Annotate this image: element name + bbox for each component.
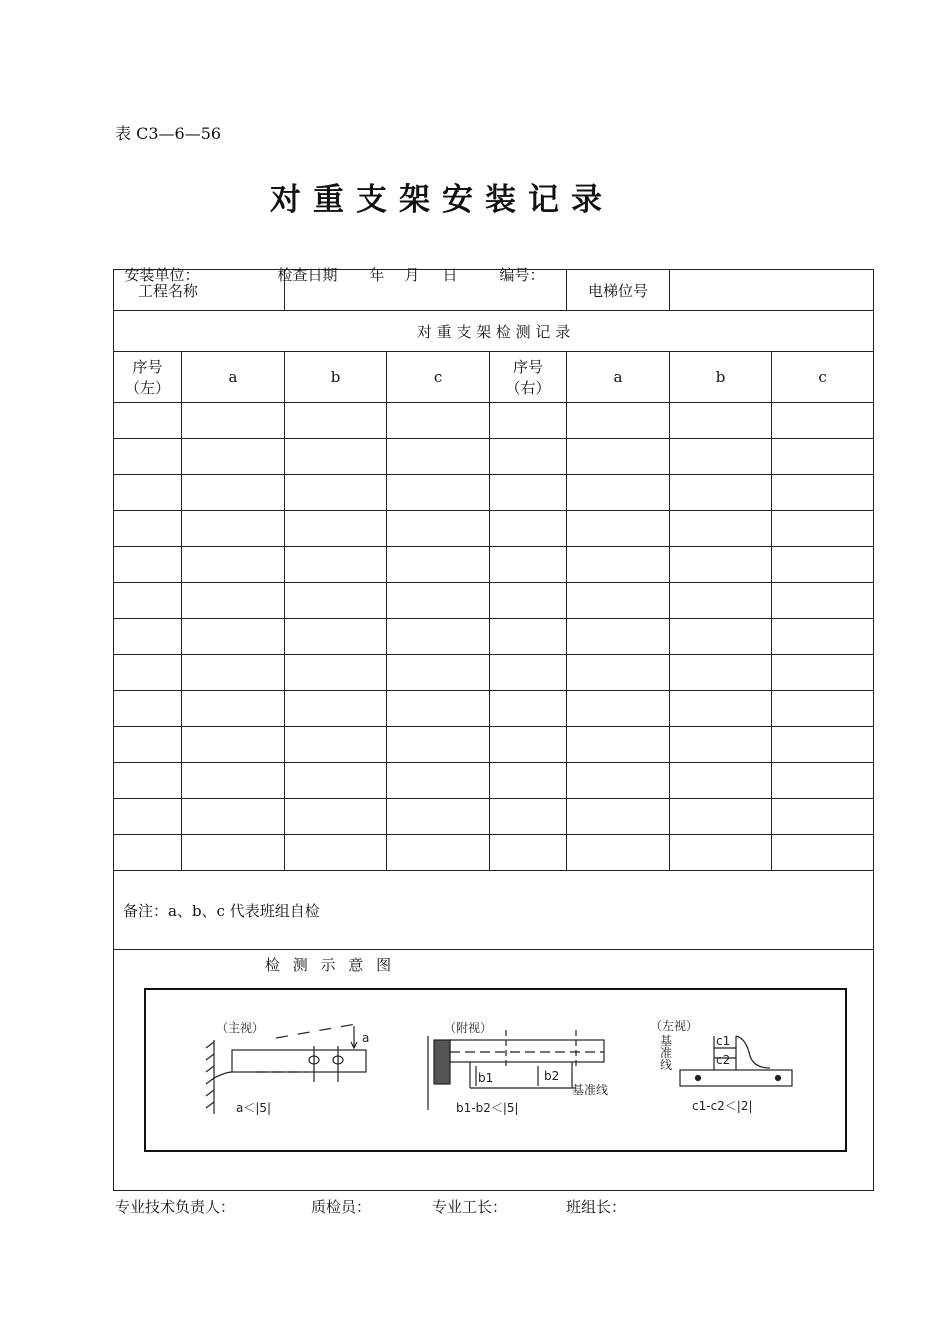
table-cell[interactable] xyxy=(670,583,772,619)
table-cell[interactable] xyxy=(567,763,670,799)
page-title: 对重支架安装记录 xyxy=(270,182,614,218)
left-view-mark-c2: c2 xyxy=(716,1053,731,1067)
table-cell[interactable] xyxy=(387,691,490,727)
header-seq-right-line2: （右） xyxy=(505,379,551,397)
table-row xyxy=(114,691,874,727)
table-row xyxy=(114,583,874,619)
table-cell[interactable] xyxy=(567,691,670,727)
table-cell[interactable] xyxy=(567,619,670,655)
table-cell[interactable] xyxy=(490,439,567,475)
table-cell[interactable] xyxy=(670,547,772,583)
left-view-baseline-1: 基 xyxy=(660,1034,673,1048)
table-cell[interactable] xyxy=(567,547,670,583)
side-view-mark-b1: b1 xyxy=(478,1071,494,1085)
table-row xyxy=(114,403,874,439)
table-cell[interactable] xyxy=(772,403,874,439)
footer-signatures xyxy=(115,1196,626,1217)
table-row xyxy=(114,511,874,547)
table-cell[interactable] xyxy=(387,655,490,691)
table-cell[interactable] xyxy=(772,583,874,619)
table-cell[interactable] xyxy=(182,511,285,547)
table-cell[interactable] xyxy=(490,727,567,763)
table-cell[interactable] xyxy=(182,727,285,763)
table-cell[interactable] xyxy=(182,655,285,691)
left-view-label: （左视） xyxy=(650,1019,699,1033)
diagram-svg xyxy=(146,990,845,1150)
table-cell[interactable] xyxy=(387,511,490,547)
tech-lead-label: 专业技术负责人： xyxy=(115,1198,236,1216)
section-title-row xyxy=(114,311,874,352)
left-view-baseline-2: 准 xyxy=(660,1046,673,1060)
table-cell[interactable] xyxy=(285,727,387,763)
table-cell[interactable] xyxy=(387,763,490,799)
diagram-frame xyxy=(144,988,847,1152)
table-cell[interactable] xyxy=(670,763,772,799)
left-view-mark-c1: c1 xyxy=(716,1034,731,1048)
side-view-drawing xyxy=(428,1030,604,1110)
side-view-mark-b2: b2 xyxy=(544,1069,560,1083)
table-cell[interactable] xyxy=(567,583,670,619)
table-cell[interactable] xyxy=(772,691,874,727)
table-cell[interactable] xyxy=(490,799,567,835)
header-a-right: a xyxy=(567,352,670,403)
header-c-left: c xyxy=(387,352,490,403)
table-cell[interactable] xyxy=(285,655,387,691)
table-cell[interactable] xyxy=(567,403,670,439)
header-seq-left-line1: 序号 xyxy=(132,358,163,376)
side-view-baseline: 基准线 xyxy=(572,1083,609,1097)
project-row xyxy=(114,270,874,311)
table-cell[interactable] xyxy=(285,439,387,475)
table-cell[interactable] xyxy=(114,619,182,655)
table-cell[interactable] xyxy=(670,619,772,655)
elevator-no-label: 电梯位号 xyxy=(567,270,670,311)
header-b-left: b xyxy=(285,352,387,403)
table-cell[interactable] xyxy=(114,691,182,727)
header-seq-right-line1: 序号 xyxy=(513,358,544,376)
table-cell[interactable] xyxy=(114,799,182,835)
table-cell[interactable] xyxy=(285,511,387,547)
left-view-baseline-3: 线 xyxy=(660,1058,673,1072)
table-row xyxy=(114,763,874,799)
side-view-label: （附视） xyxy=(444,1021,493,1035)
month-label: 月 xyxy=(404,266,420,284)
check-date-label: 检查日期 xyxy=(277,266,338,284)
table-cell[interactable] xyxy=(114,655,182,691)
table-cell[interactable] xyxy=(490,583,567,619)
side-view-formula: b1-b2＜|5| xyxy=(456,1101,519,1115)
table-row xyxy=(114,727,874,763)
table-cell[interactable] xyxy=(182,475,285,511)
table-cell[interactable] xyxy=(567,835,670,871)
table-cell[interactable] xyxy=(114,835,182,871)
remark-row xyxy=(114,871,874,950)
diagram-title: 检 测 示 意 图 xyxy=(265,956,396,974)
install-unit-label: 安装单位： xyxy=(124,266,200,284)
table-cell[interactable] xyxy=(490,835,567,871)
serial-no-label: 编号： xyxy=(499,266,545,284)
project-name-label: 工程名称 xyxy=(114,270,285,311)
table-cell[interactable] xyxy=(772,835,874,871)
table-row xyxy=(114,475,874,511)
table-cell[interactable] xyxy=(490,547,567,583)
table-cell[interactable] xyxy=(567,475,670,511)
header-seq-left xyxy=(114,352,182,403)
elevator-no-field[interactable] xyxy=(670,270,874,311)
table-cell[interactable] xyxy=(670,727,772,763)
table-cell[interactable] xyxy=(772,475,874,511)
table-cell[interactable] xyxy=(387,547,490,583)
main-view-label: （主视） xyxy=(216,1021,265,1035)
table-cell[interactable] xyxy=(182,799,285,835)
table-cell[interactable] xyxy=(670,475,772,511)
diagram-row xyxy=(114,950,874,1191)
table-cell[interactable] xyxy=(285,583,387,619)
table-cell[interactable] xyxy=(114,583,182,619)
header-seq-left-line2: （左） xyxy=(124,379,170,397)
table-cell[interactable] xyxy=(772,763,874,799)
table-cell[interactable] xyxy=(285,691,387,727)
table-cell[interactable] xyxy=(772,511,874,547)
table-cell[interactable] xyxy=(182,619,285,655)
table-cell[interactable] xyxy=(387,439,490,475)
table-cell[interactable] xyxy=(670,511,772,547)
table-row xyxy=(114,799,874,835)
project-name-field[interactable] xyxy=(285,270,567,311)
team-leader-label: 班组长： xyxy=(566,1198,627,1216)
left-view-drawing xyxy=(680,1036,792,1086)
header-b-right: b xyxy=(670,352,772,403)
table-cell[interactable] xyxy=(387,403,490,439)
header-c-right: c xyxy=(772,352,874,403)
data-rows xyxy=(114,403,874,871)
table-cell[interactable] xyxy=(670,835,772,871)
table-cell[interactable] xyxy=(114,475,182,511)
table-cell[interactable] xyxy=(490,511,567,547)
table-cell[interactable] xyxy=(387,835,490,871)
form-code: 表 C3—6—56 xyxy=(115,124,222,143)
table-cell[interactable] xyxy=(387,619,490,655)
table-cell[interactable] xyxy=(285,763,387,799)
foreman-label: 专业工长： xyxy=(432,1198,508,1216)
table-cell[interactable] xyxy=(114,403,182,439)
main-view-drawing xyxy=(206,1024,366,1114)
table-cell[interactable] xyxy=(490,763,567,799)
table-cell[interactable] xyxy=(285,799,387,835)
table-cell[interactable] xyxy=(567,799,670,835)
table-cell[interactable] xyxy=(285,835,387,871)
table-row xyxy=(114,547,874,583)
day-label: 日 xyxy=(442,266,458,284)
table-cell[interactable] xyxy=(114,763,182,799)
table-cell[interactable] xyxy=(490,475,567,511)
table-cell[interactable] xyxy=(772,799,874,835)
table-cell[interactable] xyxy=(772,439,874,475)
header-a-left: a xyxy=(182,352,285,403)
diagram-cell xyxy=(114,950,874,1191)
table-cell[interactable] xyxy=(490,691,567,727)
table-row xyxy=(114,655,874,691)
table-cell[interactable] xyxy=(114,511,182,547)
table-cell[interactable] xyxy=(114,727,182,763)
table-cell[interactable] xyxy=(670,439,772,475)
remark: 备注：a、b、c 代表班组自检 xyxy=(114,871,874,950)
header-seq-right xyxy=(490,352,567,403)
table-cell[interactable] xyxy=(490,403,567,439)
main-view-formula: a＜|5| xyxy=(236,1101,272,1115)
header-row xyxy=(114,352,874,403)
table-cell[interactable] xyxy=(772,727,874,763)
table-cell[interactable] xyxy=(670,403,772,439)
table-cell[interactable] xyxy=(285,619,387,655)
inspector-label: 质检员： xyxy=(311,1198,372,1216)
table-cell[interactable] xyxy=(182,583,285,619)
left-view-formula: c1-c2＜|2| xyxy=(692,1099,753,1113)
table-cell[interactable] xyxy=(387,475,490,511)
table-cell[interactable] xyxy=(772,655,874,691)
table-cell[interactable] xyxy=(567,727,670,763)
table-cell[interactable] xyxy=(490,655,567,691)
table-cell[interactable] xyxy=(670,691,772,727)
table-cell[interactable] xyxy=(387,799,490,835)
table-cell[interactable] xyxy=(772,619,874,655)
table-cell[interactable] xyxy=(182,439,285,475)
table-cell[interactable] xyxy=(285,475,387,511)
table-cell[interactable] xyxy=(285,547,387,583)
table-cell[interactable] xyxy=(387,727,490,763)
table-cell[interactable] xyxy=(567,655,670,691)
table-row xyxy=(114,619,874,655)
table-cell[interactable] xyxy=(114,547,182,583)
table-cell[interactable] xyxy=(182,403,285,439)
section-title: 对 重 支 架 检 测 记 录 xyxy=(114,311,874,352)
table-cell[interactable] xyxy=(182,835,285,871)
table-cell[interactable] xyxy=(285,403,387,439)
table-row xyxy=(114,439,874,475)
table-cell[interactable] xyxy=(772,547,874,583)
table-row xyxy=(114,835,874,871)
year-label: 年 xyxy=(369,266,385,284)
table-cell[interactable] xyxy=(182,763,285,799)
record-table xyxy=(113,269,874,1191)
table-cell[interactable] xyxy=(490,619,567,655)
table-cell[interactable] xyxy=(567,511,670,547)
table-cell[interactable] xyxy=(387,583,490,619)
table-cell[interactable] xyxy=(670,799,772,835)
table-cell[interactable] xyxy=(182,547,285,583)
table-cell[interactable] xyxy=(114,439,182,475)
table-cell[interactable] xyxy=(182,691,285,727)
table-cell[interactable] xyxy=(567,439,670,475)
main-view-mark-a: a xyxy=(362,1031,370,1045)
table-cell[interactable] xyxy=(670,655,772,691)
